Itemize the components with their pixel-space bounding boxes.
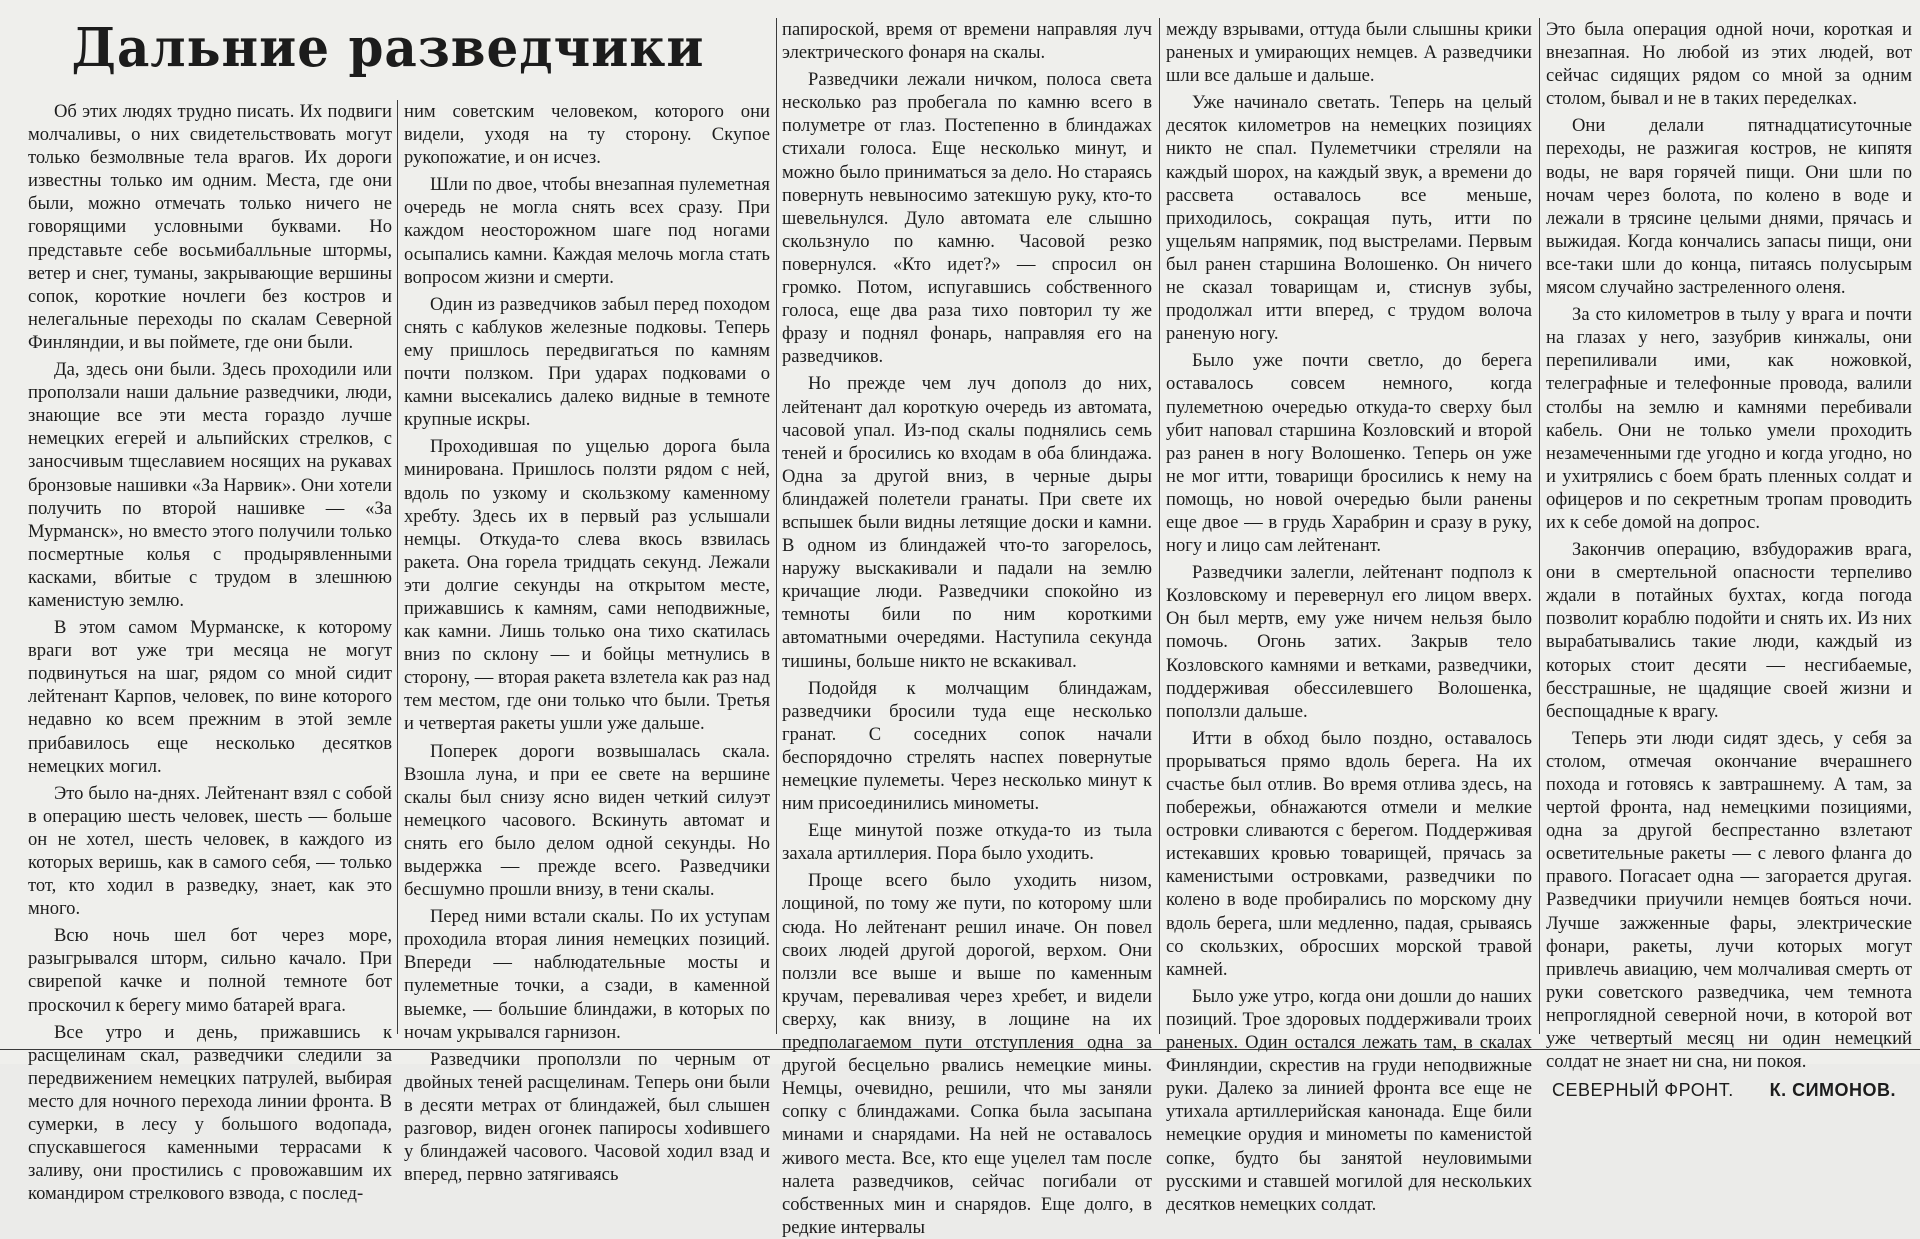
column-rule-4 [1539,18,1540,1034]
paragraph: Еще минутой позже откуда-то из тыла захала артиллерия. Пора было уходить. [782,820,1152,865]
paragraph: Разведчики залегли, лейтенант подполз к Козловскому и перевернул его лицом вверх. Он был мертв, ему уже ничем нельзя было помочь. Огонь затих. Закрыв тело Козловского камнями и ветками, разведчики, поддерживая обессилевшего Волошенка, поползли дальше. [1166,562,1532,722]
paragraph: Итти в обход было поздно, оставалось прорываться прямо вдоль берега. На их счастье был отлив. Во время отлива здесь, на побережьи, обнажаются отмели и мелкие островки сливаются с берегом. Поддерживая истекавших кровью товарищей, прячась за каменистыми островками, разведчики по колено в воде пробирались по морскому дну вдоль берега, шли медленно, падая, срываясь со скользких, обросших морской травой камней. [1166,727,1532,980]
bottom-border [0,1049,1920,1064]
article-column-3 [782,18,1152,1238]
column-5-text [1546,18,1912,1073]
column-4-text [1166,18,1532,1216]
paragraph: В этом самом Мурманске, к которому враги вот уже три месяца не могут подвинуться на шаг, рядом со мной сидит лейтенант Карпов, человек, по вине которого недавно ко всем прежним в этой земле прибавилось еще несколько десятков немецких могил. [28,617,392,777]
paragraph: Да, здесь они были. Здесь проходили или проползали наши дальние разведчики, люди, знающие все эти места гораздо лучше немецких егерей и альпийских стрелков, с заносчивым тщеславием носящих на рукавах бронзовые нашивки «За Нарвик». Они хотели получить по второй нашивке — «За Мурманск», но вместо этого получили только посмертные колья с продырявленными касками, вбитые с трудом в злешнюю каменистую землю. [28,359,392,611]
paragraph: Один из разведчиков забыл перед походом снять с каблуков железные подковы. Теперь ему пришлось передвигаться по камням почти ползком. При ударах подковами о камни высекались далеко видные в темноте крупные искры. [404,293,770,431]
paragraph: Разведчики лежали ничком, полоса света несколько раз пробегала по камню всего в полуметре от глаз. Постепенно в блиндажах стихали голоса. Еще несколько минут, и можно было приниматься за дело. Но стараясь повернуть невыносимо затекшую руку, кто-то шевельнулся. Дуло автомата еле слышно скользнуло по камню. Часовой резко повернулся. «Кто идет?» — спросил он громко. Потом, испугавшись собственного голоса, еще два раза тихо повторил ту же фразу и поднял фонарь, направляя его на разведчиков. [782,69,1152,368]
paragraph: Проще всего было уходить низом, лощиной, по тому же пути, по которому шли сюда. Но лейтенант решил иначе. Он повел своих людей другой дорогой, верхом. Они ползли все выше и выше по каменным кручам, переваливая через хребет, и видели сверху, как внизу, в лощине на их предполагаемом пути отступления одна за другой бесцельно рвались немецкие мины. Немцы, очевидно, решили, что мы заняли сопку с блиндажами. Сопка была засыпана минами и снарядами. На ней не оставалось живого места. Все, кто еще уцелел там после налета разведчиков, сейчас погибали от собственных мин и снарядов. Еще долго, в редкие интервалы [782,870,1152,1238]
headline: Дальние разведчики [71,16,705,79]
column-rule-2 [776,18,777,1034]
paragraph: Теперь эти люди сидят здесь, у себя за столом, отмечая окончание вчерашнего похода и готовясь к завтрашнему. А там, за чертой фронта, над немецкими позициями, одна за другой беспрестанно взлетают осветительные ракеты — с левого фланга до правого. Погасает одна — загорается другая. Разведчики приучили немцев бояться ночи. Лучше зажженные фары, электрические фонари, ракеты, лучи которых могут привлечь авиацию, чем молчаливая смерть от руки советского разведчика, чем темнота непроглядной северной ночи, в которой вот уже четвертый месяц ни один немецкий солдат не знает ни сна, ни покоя. [1546,727,1912,1073]
paragraph: Всю ночь шел бот через море, разыгрывался шторм, сильно качало. При свирепой качке и полной темноте бот проскочил к берегу мимо батарей врага. [28,925,392,1016]
paragraph: Было уже утро, когда они дошли до наших позиций. Трое здоровых поддерживали троих раненых. Один остался лежать там, в скалах Финляндии, скрестив на груди неподвижные руки. Далеко за линией фронта все еще не утихала артиллерийская канонада. Еще били немецкие орудия и минометы по каменистой сопке, будто бы занятой неуловимыми русскими и ставшей могилой для нескольких десятков немецких солдат. [1166,985,1532,1215]
paragraph: Было уже почти светло, до берега оставалось совсем немного, когда пулеметною очередью откуда-то сверху был убит наповал старшина Козловский и второй раз ранен в ногу Волошенко. Теперь он уже не мог итти, товарищи бросились к нему на помощь, но новой очередью были ранены еще двое — в грудь Харабрин и сразу в руку, ногу и лицо сам лейтенант. [1166,350,1532,557]
paragraph: Они делали пятнадцатисуточные переходы, не разжигая костров, не кипятя воды, не варя горячей пищи. Они шли по ночам через болота, по колено в воде и лежали в трясине целыми днями, прячась и выжидая. Когда кончались запасы пищи, они все-таки шли до конца, питаясь полусырым мясом случайно застреленного оленя. [1546,115,1912,299]
signature-line [1546,1079,1912,1101]
paragraph: Проходившая по ущелью дорога была минирована. Пришлось ползти рядом с ней, вдоль по узкому и скользкому каменному хребту. Здесь их в первый раз услышали немцы. Откуда-то слева вкось взвилась ракета. Она горела тридцать секунд. Лежали эти долгие секунды на открытом месте, прижавшись к камням, сами неподвижные, как камни. Лишь только она тихо скатилась вниз по склону — и бойцы метнулись в сторону, — вторая ракета взлетела как раз над тем местом, где они только что были. Третья и четвертая ракеты ушли уже дальше. [404,436,770,735]
article-column-5 [1546,18,1912,1101]
paragraph: Закончив операцию, взбудоражив врага, они в смертельной опасности терпеливо ждали в потайных бухтах, когда погода позволит кораблю подойти и снять их. Из них вырабатывались такие люди, каждый из которых стоит десяти — несгибаемые, бесстрашные, не щадящие своей жизни и беспощадные к врагу. [1546,539,1912,722]
paragraph: Об этих людях трудно писать. Их подвиги молчаливы, о них свидетельствовать могут только безмолвные тела врагов. Их дороги известны только им одним. Места, где они были, можно отмечать только ничего не говорящими условными буквами. Но представьте себе восьмибалльные штормы, ветер и снег, туманы, закрывающие вершины сопок, короткие ночлеги без костров и нелегальные переходы по скалам Северной Финляндии, и вы поймете, где они были. [28,101,392,353]
article-column-2 [404,100,770,1186]
paragraph: За сто километров в тылу у врага и почти на глазах у него, зазубрив кинжалы, они перепиливали ими, как ножовкой, телеграфные и телефонные провода, валили столбы на землю и камнями перебивали кабель. Они не только умели проходить незамеченными где угодно и когда угодно, но и ухитрялись с боем брать пленных солдат и офицеров и по секретным тропам проводить их к себе домой на допрос. [1546,304,1912,533]
paragraph: Разведчики проползли по черным от двойных теней расщелинам. Теперь они были в десяти метрах от блиндажей, был слышен разговор, виден огонек папиросы хodившего у блиндажей часового. Часовой ходил взад и вперед, первно затягиваясь [404,1048,770,1186]
paragraph: Подойдя к молчащим блиндажам, разведчики бросили туда еще несколько гранат. С соседних сопок начали беспорядочно стрелять наспех повернутые немецкие пулеметы. Через несколько минут к ним присоединились минометы. [782,677,1152,815]
author-name: К. СИМОНОВ. [1769,1080,1896,1101]
paragraph: Перед ними встали скалы. По их уступам проходила вторая линия немецких позиций. Впереди — наблюдательные мосты и пулеметные точки, а сзади, в каменной выемке, — большие блиндажи, в которых по ночам укрывался гарнизон. [404,906,770,1043]
column-rule-3 [1159,18,1160,1034]
dateline-place: СЕВЕРНЫЙ ФРОНТ. [1552,1080,1734,1101]
paragraph: Шли по двое, чтобы внезапная пулеметная очередь не могла снять всех сразу. При каждом неосторожном шаге под ногами осыпались камни. Каждая мелочь могла стать вопросом жизни и смерти. [404,174,770,288]
column-rule-1 [397,100,398,1034]
paragraph: Это была операция одной ночи, короткая и внезапная. Но любой из этих людей, вот сейчас сидящих рядом со мной за одним столом, бывал и не в таких переделках. [1546,19,1912,110]
column-1-text [28,100,392,1205]
paragraph: между взрывами, оттуда были слышны крики раненых и умирающих немцев. А разведчики шли все дальше и дальше. [1166,19,1532,87]
paragraph: ним советским человеком, которого они видели, уходя на ту сторону. Скупое рукопожатие, и он исчез. [404,101,770,169]
paragraph: Это было на-днях. Лейтенант взял с собой в операцию шесть человек, шесть — больше он не хотел, шесть человек, в каждого из которых веришь, как в самого себя, — только тот, кто ходил в разведку, знает, как это много. [28,782,392,920]
paragraph: Но прежде чем луч дополз до них, лейтенант дал короткую очередь из автомата, часовой упал. Из-под скалы поднялись семь теней и бросились ко входам в оба блиндажа. Одна за другой вниз, в черные дыры блиндажей полетели гранаты. При свете их вспышек были видны летящие доски и камни. В одном из блиндажей что-то загорелось, наружу выскакивали и падали на землю кричащие люди. Разведчики спокойно из темноты били по ним короткими автоматными очередями. Наступила секунда тишины, больше никто не вскакивал. [782,373,1152,672]
column-2-text [404,100,770,1186]
article-column-4 [1166,18,1532,1215]
paragraph: Поперек дороги возвышалась скала. Взошла луна, и при ее свете на вершине скалы был снизу ясно виден четкий силуэт немецкого часового. Вскинуть автомат и снять его было делом одной секунды. Но выдержка — прежде всего. Разведчики бесшумно прошли внизу, в тени скалы. [404,740,770,901]
paragraph: Все утро и день, прижавшись к расщелинам скал, разведчики следили за передвижением немецких патрулей, выбирая место для ночного перехода линии фронта. В сумерки, в лесу у большого водопада, спускавшегося каменными террасами к заливу, они простились с провожавшим их командиром стрелкового взвода, с послед- [28,1021,392,1205]
paragraph: папироской, время от времени направляя луч электрического фонаря на скалы. [782,19,1152,64]
paragraph: Уже начинало светать. Теперь на целый десяток километров на немецких позициях никто не спал. Пулеметчики стреляли на каждый шорох, на каждый звук, а времени до рассвета оставалось все меньше, приходилось, сокращая путь, итти по ущельям напрямик, под выстрелами. Первым был ранен старшина Волошенко. Он ничего не сказал товарищам и, стиснув зубы, продолжал итти вперед, с трудом волоча раненую ногу. [1166,92,1532,345]
